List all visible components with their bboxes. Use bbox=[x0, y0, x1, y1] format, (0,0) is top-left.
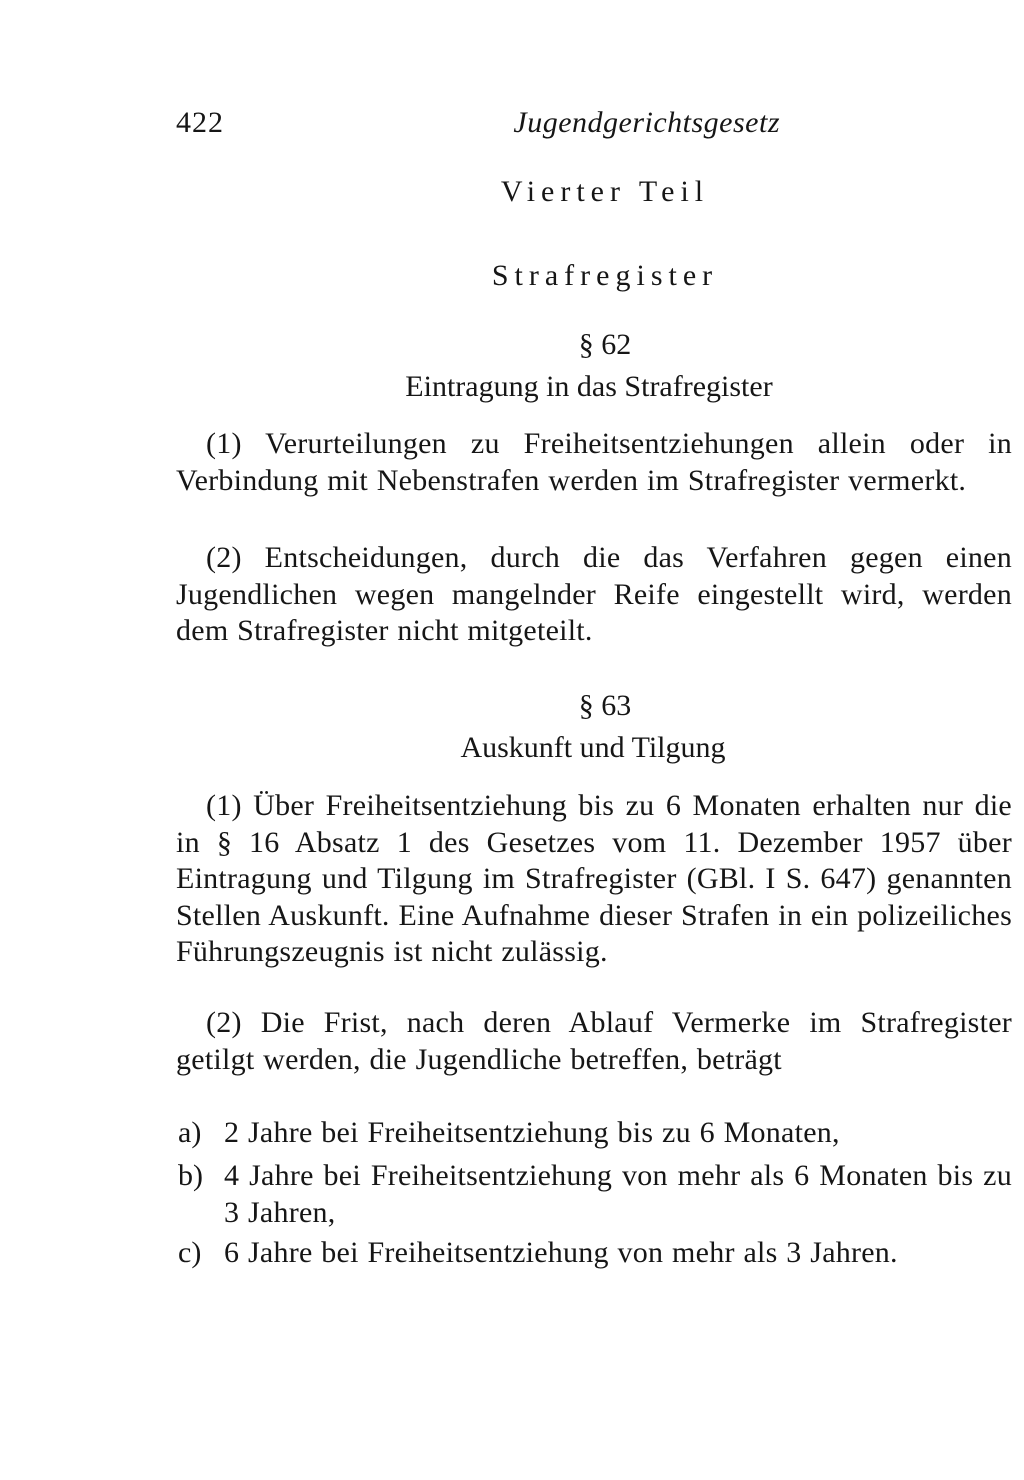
paragraph: (2) Die Frist, nach deren Ablauf Vermerke im Strafregister getilgt werden, die Jugendliche betreffen, beträgt bbox=[176, 1006, 1012, 1076]
paragraph: (1) Verurteilungen zu Freiheitsentziehungen allein oder in Verbindung mit Nebenstrafen werden im Strafregister vermerkt. bbox=[176, 427, 1012, 497]
paragraph: (2) Entscheidungen, durch die das Verfahren gegen einen Jugendlichen wegen mangelnder Reife eingestellt wird, werden dem Strafregister nicht mitgeteilt. bbox=[176, 541, 1012, 648]
section-number: § 62 bbox=[578, 328, 632, 361]
page-number: 422 bbox=[176, 106, 224, 139]
section-heading bbox=[176, 367, 1012, 407]
section-heading-text: Auskunft und Tilgung bbox=[460, 731, 726, 764]
section-heading-text: Eintragung in das Strafregister bbox=[405, 370, 773, 403]
running-head bbox=[176, 103, 780, 143]
list-item-label: a) bbox=[178, 1116, 202, 1149]
paragraph: (1) Über Freiheitsentziehung bis zu 6 Monaten erhalten nur die in § 16 Absatz 1 des Gesetzes vom 11. Dezember 1957 über Eintragung und Tilgung im Strafregister (GBl. I S. 647) genannten Stellen Auskunft. Eine Aufnahme dieser Strafen in ein polizeiliches Führungszeugnis ist nicht zulässig. bbox=[176, 789, 1012, 969]
part-title: Strafregister bbox=[491, 259, 719, 292]
list-item-text: 6 Jahre bei Freiheitsentziehung von mehr als 3 Jahren. bbox=[224, 1236, 898, 1269]
list-item bbox=[178, 1235, 1012, 1272]
list-item bbox=[178, 1115, 1012, 1152]
list-item-text: 2 Jahre bei Freiheitsentziehung bis zu 6 Monaten, bbox=[224, 1116, 840, 1149]
part-label: Vierter Teil bbox=[500, 175, 710, 208]
list-item-label: c) bbox=[178, 1236, 202, 1269]
section-heading bbox=[176, 728, 1012, 768]
section-number: § 63 bbox=[578, 689, 632, 722]
list-item-text: 4 Jahre bei Freiheitsentziehung von mehr als 6 Monaten bis zu 3 Jahren, bbox=[224, 1159, 1012, 1229]
running-title: Jugendgerichtsgesetz bbox=[513, 106, 780, 139]
list-item bbox=[178, 1158, 1012, 1231]
list-item-label: b) bbox=[178, 1159, 203, 1192]
